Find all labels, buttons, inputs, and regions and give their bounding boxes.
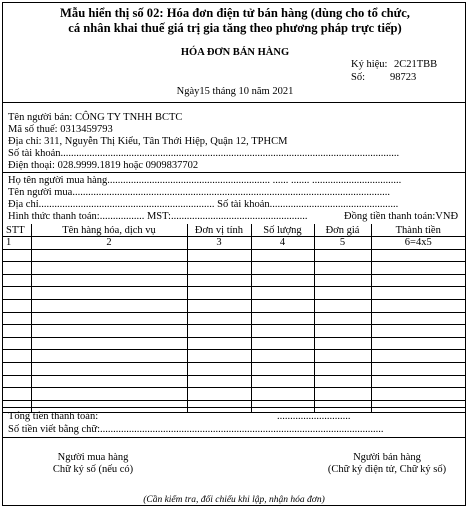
buyer-full-name: Họ tên người mua hàng.............................................................. ...... ....... ..................................: [8, 175, 402, 186]
table-row: [3, 300, 465, 313]
seller-sign-sub: (Chữ ký điện tử, Chữ ký số): [327, 464, 447, 475]
table-index-row: [3, 237, 465, 250]
index-cell: 5: [314, 237, 371, 250]
table-row: [3, 325, 465, 338]
table-row: [3, 388, 465, 401]
divider: [3, 407, 465, 408]
amount-in-words: Số tiền viết bằng chữ:............................................................................................................: [8, 424, 384, 435]
symbol-value: 2C21TBB: [394, 59, 438, 70]
invoice-date: Ngày15 tháng 10 năm 2021: [176, 86, 294, 97]
table-row: [3, 337, 465, 350]
table-row: [3, 274, 465, 287]
index-cell: 6=4x5: [371, 237, 465, 250]
table-row: [3, 312, 465, 325]
buyer-address-account: Địa chỉ................................................................... Số tài khoản.................................................: [8, 199, 399, 210]
seller-phone: Điện thoại: 028.9999.1819 hoặc 0909837702: [8, 160, 199, 171]
seller-sign-title: Người bán hàng: [353, 452, 421, 463]
table-header-row: [3, 224, 465, 237]
form-title-line1: Mẫu hiển thị số 02: Hóa đơn điện tử bán hàng (dùng cho tổ chức,: [60, 6, 410, 20]
col-header-unit-price: Đơn giá: [314, 224, 371, 237]
table-row: [3, 350, 465, 363]
table-row: [3, 262, 465, 275]
index-cell: 4: [251, 237, 314, 250]
footer-note: (Cần kiểm tra, đối chiếu khi lập, nhận hóa đơn): [143, 495, 325, 505]
index-cell: 3: [187, 237, 251, 250]
seller-name: Tên người bán: CÔNG TY TNHH BCTC: [8, 112, 183, 123]
col-header-unit: Đơn vị tính: [187, 224, 251, 237]
symbol-label: Ký hiệu:: [351, 59, 388, 70]
number-label: Số:: [351, 72, 366, 83]
total-amount: ............................: [277, 411, 351, 422]
table-row: [3, 287, 465, 300]
divider: [3, 437, 465, 438]
table-row: [3, 363, 465, 376]
invoice-frame: [2, 2, 466, 506]
seller-address: Địa chỉ: 311, Nguyễn Thị Kiểu, Tân Thới Hiệp, Quận 12, TPHCM: [8, 136, 288, 147]
divider: [3, 172, 465, 173]
total-label: Tổng tiền thanh toán:: [8, 411, 99, 422]
seller-account: Số tài khoản.................................................................................................................................: [8, 148, 400, 159]
invoice-title: HÓA ĐƠN BÁN HÀNG: [180, 47, 290, 58]
number-value: 98723: [390, 72, 417, 83]
buyer-name: Tên người mua.........................................................................................................................: [8, 187, 390, 198]
divider: [3, 102, 465, 103]
seller-tax-code: Mã số thuế: 0313459793: [8, 124, 113, 135]
index-cell: 1: [3, 237, 31, 250]
col-header-quantity: Số lượng: [251, 224, 314, 237]
payment-method: Hình thức thanh toán:................. MST:....................................................: [8, 211, 308, 222]
col-header-amount: Thành tiền: [371, 224, 465, 237]
col-header-stt: STT: [3, 224, 31, 237]
form-title-line2: cá nhân khai thuế giá trị gia tăng theo phương pháp trực tiếp): [68, 21, 402, 35]
table-row: [3, 375, 465, 388]
items-table: [3, 224, 465, 413]
table-row: [3, 249, 465, 262]
buyer-sign-sub: Chữ ký số (nếu có): [52, 464, 134, 475]
col-header-item-name: Tên hàng hóa, dịch vụ: [31, 224, 187, 237]
payment-currency: Đồng tiền thanh toán:VNĐ: [344, 211, 459, 222]
index-cell: 2: [31, 237, 187, 250]
buyer-sign-title: Người mua hàng: [57, 452, 129, 463]
